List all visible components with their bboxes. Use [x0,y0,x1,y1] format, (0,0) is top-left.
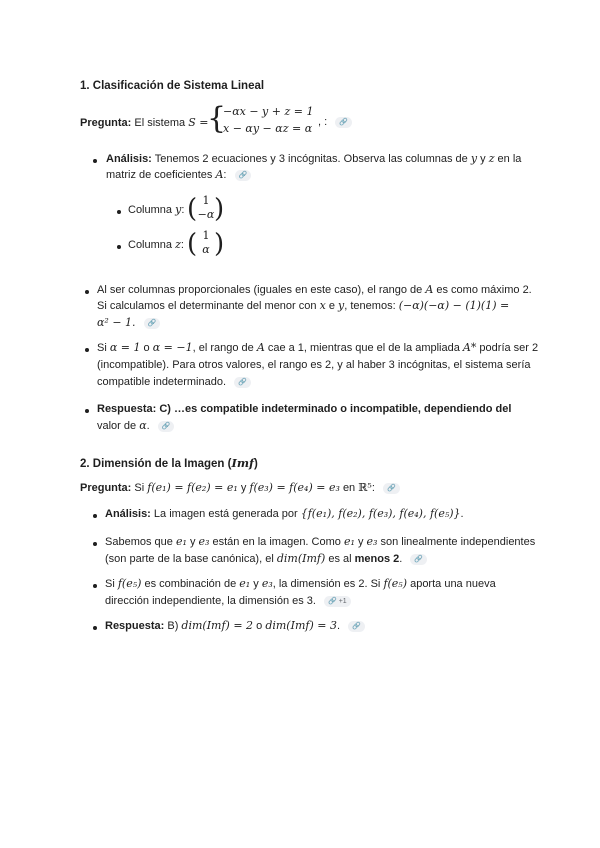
proporcionales-line1: Al ser columnas proporcionales (iguales en este caso), el rango de A es como máximo 2. [97,283,532,296]
paren-left: ( [187,194,198,224]
bullet [85,290,89,294]
alpha-line2: (incompatible). Para otros valores, el rango es 2, y al haber 3 incógnitas, el sistema sería [97,359,531,371]
bullet [85,348,89,352]
bullet [93,514,97,518]
column-y-vector: 1 −α [197,194,215,221]
link-chip[interactable]: 🔗 [234,377,251,388]
analisis-1-line2: matriz de coeficientes A: 🔗 [106,167,251,183]
bullet [117,245,121,249]
proporcionales-line3: α² − 1. 🔗 [97,315,160,331]
columna-y-label: Columna y: [128,203,185,216]
link-chip[interactable]: 🔗 [348,621,365,632]
bullet [93,542,97,546]
pregunta-label: Pregunta: [80,117,132,129]
pregunta-text: El sistema [134,117,186,129]
bullet [93,584,97,588]
system-var: S = [188,116,209,129]
section-1-title: 1. Clasificación de Sistema Lineal [80,80,265,92]
respuesta-1-line2: valor de α. 🔗 [97,418,174,434]
link-chip[interactable]: 🔗 [383,483,400,494]
link-chip[interactable]: 🔗 [158,421,175,432]
respuesta-1-line1: Respuesta: C) …es compatible indeterminado o incompatible, dependiendo del [97,403,512,415]
paren-right: ) [214,229,225,259]
paren-left: ( [187,229,198,259]
bullet [117,210,121,214]
link-chip[interactable]: 🔗 [335,117,352,128]
alpha-line3: compatible indeterminado. 🔗 [97,374,251,390]
pregunta-2: Pregunta: Si f(e₁) = f(e₂) = e₁ y f(e₃) = f(e₄) = e₃ en ℝ⁵: 🔗 [80,480,400,496]
paren-right: ) [214,194,225,224]
combinacion-line1: Si f(e₅) es combinación de e₁ y e₃, la dimensión es 2. Si f(e₅) aporta una nueva [105,577,496,590]
link-chip[interactable]: 🔗 +1 [324,596,351,607]
pregunta-1 [80,115,208,131]
column-z-vector: 1 α [202,229,210,256]
analisis-1-line1: Análisis: Tenemos 2 ecuaciones y 3 incógnitas. Observa las columnas de y y z en la [106,152,522,165]
sabemos-line1: Sabemos que e₁ y e₃ están en la imagen. Como e₁ y e₃ son linealmente independientes [105,535,536,548]
columna-z-label: Columna z: [128,238,184,251]
bullet [85,409,89,413]
link-chip[interactable]: 🔗 [410,554,427,565]
respuesta-2: Respuesta: B) dim(Imf) = 2 o dim(Imf) = 3. 🔗 [105,618,365,634]
link-chip[interactable]: 🔗 [144,318,161,329]
section-2-title: 2. Dimensión de la Imagen (Imf) [80,456,258,470]
bullet [93,159,97,163]
link-chip[interactable]: 🔗 [235,170,252,181]
alpha-line1: Si α = 1 o α = −1, el rango de A cae a 1, mientras que el de la ampliada A* podría ser 2 [97,341,539,354]
equation-1: −αx − y + z = 1 [223,105,314,118]
combinacion-line2: dirección independiente, la dimensión es 3. 🔗 +1 [105,593,351,609]
equation-end: , : 🔗 [318,114,352,130]
equation-2: x − αy − αz = α [223,122,313,135]
analisis-2: Análisis: La imagen está generada por {f(e₁), f(e₂), f(e₃), f(e₄), f(e₅)}. [105,507,464,520]
sabemos-line2: (son parte de la base canónica), el dim(Imf) es al menos 2. 🔗 [105,551,427,567]
system-brace: { [207,101,227,136]
proporcionales-line2: Si calculamos el determinante del menor con x e y, tenemos: (−α)(−α) − (1)(1) = [97,299,510,312]
bullet [93,626,97,630]
